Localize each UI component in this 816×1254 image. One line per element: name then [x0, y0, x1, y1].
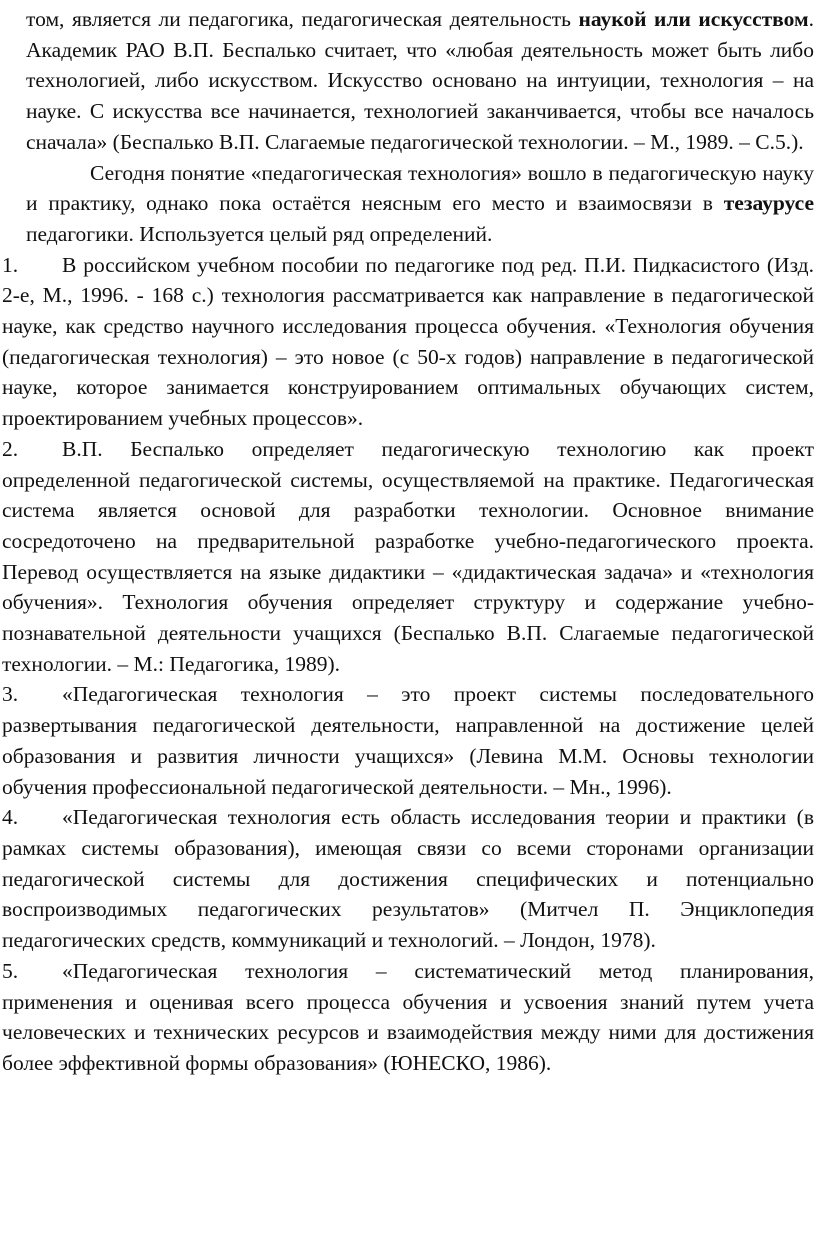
paragraph-intro-text-end: . Академик РАО В.П. Беспалько считает, что «любая деятельность может быть либо технологией, либо искусством. Искусство основано на интуиции, технология – на науке. С искусства все начинается, технологией заканчивается, чтобы все началось сначала» (Беспалько В.П. Слагаемые педагогической технологии. – М., 1989. – С.5.).: [26, 7, 814, 154]
list-item-number: 3.: [2, 682, 19, 707]
paragraph-definitions-intro: [2, 158, 814, 250]
paragraph-definitions-text-end: педагогики. Используется целый ряд определений.: [26, 221, 493, 246]
list-item: [2, 250, 814, 434]
list-item: [2, 802, 814, 956]
list-item-number: 5.: [2, 958, 19, 983]
list-item: [2, 434, 814, 680]
list-item-number: 2.: [2, 436, 19, 461]
paragraph-definitions-text-start: Сегодня понятие «педагогическая технология» вошло в педагогическую науку и практику, однако пока остаётся неясным его место и взаимосвязи в: [26, 160, 814, 216]
list-item-text: «Педагогическая технология – систематический метод планирования, применения и оценивая всего процесса обучения и усвоения знаний путем учета человеческих и технических ресурсов и взаимодействия между ними для достижения более эффективной формы образования» (ЮНЕСКО, 1986).: [2, 958, 814, 1075]
paragraph-definitions-bold-term: тезаурусе: [723, 191, 814, 216]
paragraph-intro-text-start: том, является ли педагогика, педагогическая деятельность: [26, 7, 579, 31]
list-item-text: «Педагогическая технология есть область исследования теории и практики (в рамках системы образования), имеющая связи со всеми сторонами организации педагогической системы для достижения специфических и потенциально воспроизводимых педагогических результатов» (Митчел П. Энциклопедия педагогических средств, коммуникаций и технологий. – Лондон, 1978).: [2, 805, 814, 953]
list-item: [2, 679, 814, 802]
list-item-text: В российском учебном пособии по педагогике под ред. П.И. Пидкасистого (Изд. 2-е, М., 1996. - 168 с.) технология рассматривается как направление в педагогической науке, как средство научного исследования процесса обучения. «Технология обучения (педагогическая технология) – это новое (с 50-х годов) направление в педагогической науке, которое занимается конструированием оптимальных обучающих систем, проектированием учебных процессов».: [2, 252, 814, 431]
paragraph-intro-bold-term: наукой или искусством: [578, 7, 809, 31]
list-item-text: В.П. Беспалько определяет педагогическую технологию как проект определенной педагогической системы, осуществляемой на практике. Педагогическая система является основой для разработки технологии. Основное внимание сосредоточено на предварительной разработке учебно-педагогического проекта. Перевод осуществляется на языке дидактики – «дидактическая задача» и «технология обучения». Технология обучения определяет структуру и содержание учебно-познавательной деятельности учащихся (Беспалько В.П. Слагаемые педагогической технологии. – М.: Педагогика, 1989).: [2, 436, 814, 676]
list-item: [2, 956, 814, 1079]
list-item-number: 1.: [2, 252, 19, 277]
paragraph-intro: [2, 4, 814, 158]
list-item-number: 4.: [2, 805, 19, 830]
list-item-text: «Педагогическая технология – это проект системы последовательного развертывания педагогической деятельности, направленной на достижение целей образования и развития личности учащихся» (Левина М.М. Основы технологии обучения профессиональной педагогической деятельности. – Мн., 1996).: [2, 682, 814, 799]
